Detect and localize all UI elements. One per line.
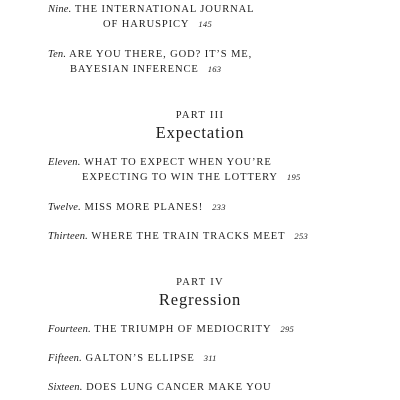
- page-number: 233: [212, 202, 226, 212]
- chapter-number: Nine.: [48, 4, 72, 15]
- toc-entry-fourteen: [48, 322, 390, 337]
- chapter-title: ARE YOU THERE, GOD? IT’S ME,: [69, 49, 253, 60]
- chapter-title: MISS MORE PLANES!: [84, 202, 204, 213]
- part-title: Expectation: [155, 123, 245, 142]
- chapter-title: WHAT TO EXPECT WHEN YOU’RE: [83, 157, 272, 168]
- chapter-title: THE TRIUMPH OF MEDIOCRITY: [94, 324, 272, 335]
- chapter-title-continued: BAYESIAN INFERENCE: [70, 64, 199, 75]
- chapter-number: Sixteen.: [48, 382, 83, 393]
- page-number: 163: [207, 64, 222, 74]
- toc-entry-ten: [48, 47, 390, 77]
- chapter-number: Fifteen.: [48, 353, 82, 364]
- chapter-number: Fourteen.: [48, 324, 91, 335]
- chapter-number: Eleven.: [48, 157, 81, 168]
- chapter-number: Ten.: [48, 49, 67, 60]
- chapter-title: WHERE THE TRAIN TRACKS MEET: [91, 231, 286, 242]
- chapter-title: THE INTERNATIONAL JOURNAL: [74, 4, 255, 15]
- toc-entry-eleven: [48, 155, 390, 185]
- page-number: 145: [198, 19, 213, 29]
- part-label: PART III: [175, 110, 225, 121]
- chapter-title: DOES LUNG CANCER MAKE YOU: [86, 382, 272, 393]
- toc-entry-fifteen: [48, 351, 390, 366]
- toc-entry-nine: [48, 2, 390, 32]
- page-number: 311: [203, 353, 217, 363]
- chapter-number: Thirteen.: [48, 231, 89, 242]
- page-number: 253: [294, 231, 309, 241]
- toc-entry-twelve: [48, 200, 390, 215]
- chapter-title: GALTON’S ELLIPSE: [85, 353, 195, 364]
- chapter-title-continued: EXPECTING TO WIN THE LOTTERY: [82, 172, 278, 183]
- page-number: 295: [280, 324, 295, 334]
- toc-entry-thirteen: [48, 229, 390, 244]
- part-label: PART IV: [176, 277, 224, 288]
- chapter-title-continued: OF HARUSPICY: [103, 19, 190, 30]
- toc-entry-sixteen: [48, 380, 390, 395]
- chapter-number: Twelve.: [48, 202, 81, 213]
- page-number: 195: [286, 172, 301, 182]
- part-title: Regression: [158, 290, 242, 309]
